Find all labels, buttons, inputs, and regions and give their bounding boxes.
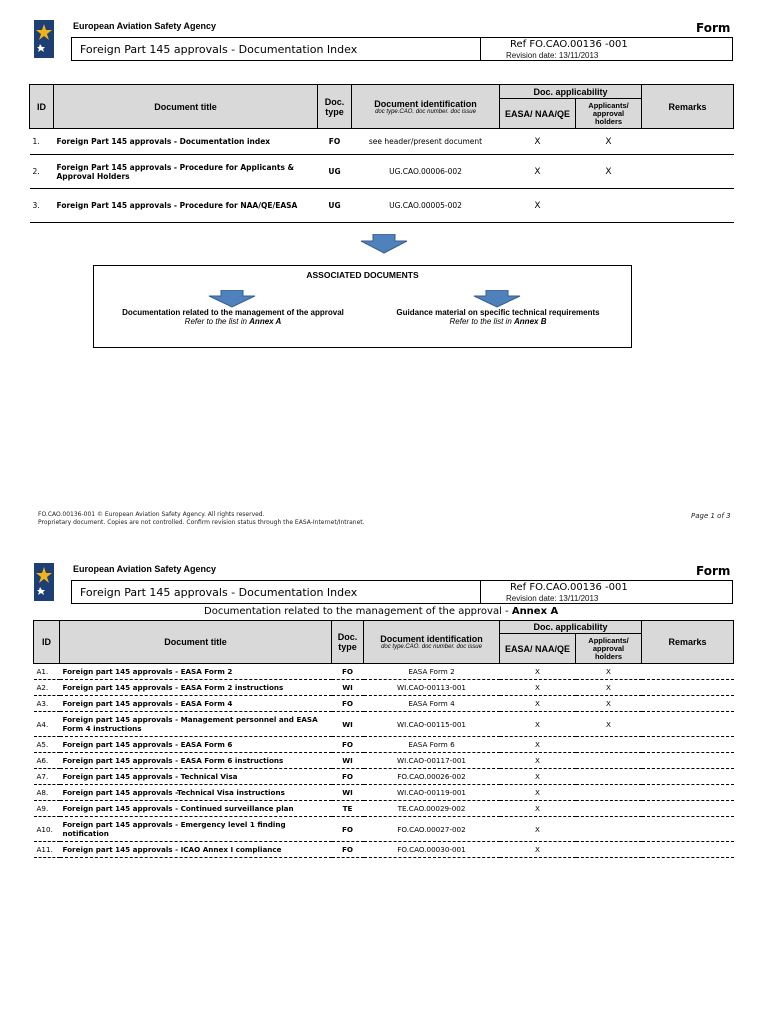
row-applicants-mark: X [576,680,642,696]
table-row [34,680,734,696]
row-title: Foreign part 145 approvals - ICAO Annex I compliance [60,842,332,858]
table-row [34,712,734,737]
row-easa-mark: X [500,785,576,801]
easa-logo [34,563,54,601]
row-id: 2. [30,155,54,189]
row-type: TE [332,801,364,817]
col-applicants: Applicants/ approval holders [576,99,642,129]
row-title: Foreign part 145 approvals - Management personnel and EASA Form 4 instructions [60,712,332,737]
col-title: Document title [54,85,318,129]
row-easa-mark: X [500,769,576,785]
col-type: Doc. type [332,621,364,664]
table-row [34,785,734,801]
row-easa-mark: X [500,664,576,680]
table-row [30,129,734,155]
row-title: Foreign part 145 approvals - EASA Form 6 [60,737,332,753]
row-type: FO [318,129,352,155]
form-label: Form [696,21,731,35]
table-row [34,696,734,712]
agency-name: European Aviation Safety Agency [73,21,217,31]
row-title: Foreign Part 145 approvals - Procedure for NAA/QE/EASA [54,189,318,223]
row-title: Foreign part 145 approvals - Emergency level 1 finding notification [60,817,332,842]
row-type: UG [318,155,352,189]
row-applicants-mark: X [576,664,642,680]
document-header-box [71,580,733,604]
row-title: Foreign part 145 approvals - EASA Form 2 instructions [60,680,332,696]
row-title: Foreign part 145 approvals - EASA Form 2 [60,664,332,680]
document-title: Foreign Part 145 approvals - Documentation Index [80,586,358,599]
row-easa-mark: X [500,129,576,155]
row-type: WI [332,712,364,737]
col-id: ID [34,621,60,664]
row-remarks [642,817,734,842]
row-remarks [642,737,734,753]
row-easa-mark: X [500,753,576,769]
row-identification: TE.CAO.00029-002 [364,801,500,817]
document-title: Foreign Part 145 approvals - Documentation Index [80,43,358,56]
row-identification: WI.CAO-00113-001 [364,680,500,696]
row-type: FO [332,664,364,680]
footer-proprietary: Proprietary document. Copies are not controlled. Confirm revision status through the EASA-Internet/Intranet. [38,519,365,526]
row-remarks [642,129,734,155]
row-identification: UG.CAO.00006-002 [352,155,500,189]
row-remarks [642,801,734,817]
row-applicants-mark [576,785,642,801]
col-remarks: Remarks [642,85,734,129]
associated-annex-b: Guidance material on specific technical requirements Refer to the list in Annex B [396,308,600,326]
reference-number: Ref FO.CAO.00136 -001 [510,39,628,50]
row-remarks [642,785,734,801]
col-easa: EASA/ NAA/QE [500,99,576,129]
row-applicants-mark [576,753,642,769]
row-remarks [642,712,734,737]
col-identification: Document identification doc type.CAO. doc number. doc issue [352,85,500,129]
form-label: Form [696,564,731,578]
row-easa-mark: X [500,712,576,737]
annex-a-table [33,620,734,858]
col-applicability: Doc. applicability [500,85,642,99]
row-type: UG [318,189,352,223]
row-title: Foreign Part 145 approvals - Documentation index [54,129,318,155]
row-type: FO [332,737,364,753]
row-identification: WI.CAO-00117-001 [364,753,500,769]
row-title: Foreign part 145 approvals - Technical Visa [60,769,332,785]
row-identification: EASA Form 6 [364,737,500,753]
table-row [34,769,734,785]
row-remarks [642,842,734,858]
agency-name: European Aviation Safety Agency [73,564,217,574]
row-id: A2. [34,680,60,696]
row-easa-mark: X [500,817,576,842]
row-applicants-mark: X [576,712,642,737]
row-easa-mark: X [500,189,576,223]
col-id: ID [30,85,54,129]
row-remarks [642,189,734,223]
row-applicants-mark: X [576,155,642,189]
col-remarks: Remarks [642,621,734,664]
row-remarks [642,680,734,696]
row-remarks [642,155,734,189]
row-easa-mark: X [500,696,576,712]
row-identification: FO.CAO.00027-002 [364,817,500,842]
row-identification: FO.CAO.00030-001 [364,842,500,858]
row-id: A8. [34,785,60,801]
row-id: A3. [34,696,60,712]
row-applicants-mark [576,769,642,785]
star-logo-icon [34,20,54,58]
revision-date: Revision date: 13/11/2013 [506,51,599,60]
index-table [29,84,734,223]
row-identification: FO.CAO.00026-002 [364,769,500,785]
row-title: Foreign part 145 approvals - EASA Form 6 instructions [60,753,332,769]
easa-logo [34,20,54,58]
row-easa-mark: X [500,842,576,858]
row-remarks [642,753,734,769]
row-remarks [642,769,734,785]
row-identification: EASA Form 4 [364,696,500,712]
row-applicants-mark: X [576,696,642,712]
row-type: WI [332,753,364,769]
associated-documents-box [93,265,632,348]
row-id: A1. [34,664,60,680]
table-row [34,842,734,858]
row-applicants-mark: X [576,129,642,155]
star-logo-icon [34,563,54,601]
row-identification: see header/present document [352,129,500,155]
row-identification: EASA Form 2 [364,664,500,680]
table-row [34,801,734,817]
row-id: 3. [30,189,54,223]
row-remarks [642,664,734,680]
col-applicants: Applicants/ approval holders [576,634,642,664]
revision-date: Revision date: 13/11/2013 [506,594,599,603]
row-applicants-mark [576,737,642,753]
down-arrow-icon [359,234,409,254]
row-type: FO [332,842,364,858]
col-identification: Document identification doc type.CAO. doc number. doc issue [364,621,500,664]
table-row [34,753,734,769]
row-id: A10. [34,817,60,842]
down-arrow-icon [472,290,522,308]
col-title: Document title [60,621,332,664]
row-id: A7. [34,769,60,785]
row-id: A5. [34,737,60,753]
row-type: FO [332,769,364,785]
down-arrow-icon [207,290,257,308]
row-applicants-mark [576,817,642,842]
table-row [34,737,734,753]
row-title: Foreign part 145 approvals - Continued surveillance plan [60,801,332,817]
row-type: FO [332,696,364,712]
row-identification: UG.CAO.00005-002 [352,189,500,223]
row-id: A4. [34,712,60,737]
row-title: Foreign Part 145 approvals - Procedure for Applicants & Approval Holders [54,155,318,189]
row-type: WI [332,680,364,696]
row-easa-mark: X [500,737,576,753]
row-id: A11. [34,842,60,858]
row-applicants-mark [576,801,642,817]
col-type: Doc. type [318,85,352,129]
document-header-box [71,37,733,61]
col-easa: EASA/ NAA/QE [500,634,576,664]
row-easa-mark: X [500,680,576,696]
footer-copyright: FO.CAO.00136-001 © European Aviation Safety Agency. All rights reserved. [38,511,265,518]
row-easa-mark: X [500,155,576,189]
row-identification: WI.CAO-00119-001 [364,785,500,801]
row-easa-mark: X [500,801,576,817]
row-id: 1. [30,129,54,155]
table-row [30,189,734,223]
table-row [34,817,734,842]
page-number: Page 1 of 3 [691,512,731,520]
row-applicants-mark [576,842,642,858]
col-applicability: Doc. applicability [500,621,642,634]
row-id: A9. [34,801,60,817]
row-type: WI [332,785,364,801]
row-title: Foreign part 145 approvals -Technical Visa instructions [60,785,332,801]
row-remarks [642,696,734,712]
row-title: Foreign part 145 approvals - EASA Form 4 [60,696,332,712]
annex-a-heading: Documentation related to the management of the approval - Annex A [204,606,559,617]
associated-heading: ASSOCIATED DOCUMENTS [306,270,419,280]
table-row [34,664,734,680]
row-identification: WI.CAO-00115-001 [364,712,500,737]
associated-annex-a: Documentation related to the management of the approval Refer to the list in Annex A [122,308,344,326]
row-applicants-mark [576,189,642,223]
reference-number: Ref FO.CAO.00136 -001 [510,582,628,593]
table-row [30,155,734,189]
row-type: FO [332,817,364,842]
row-id: A6. [34,753,60,769]
